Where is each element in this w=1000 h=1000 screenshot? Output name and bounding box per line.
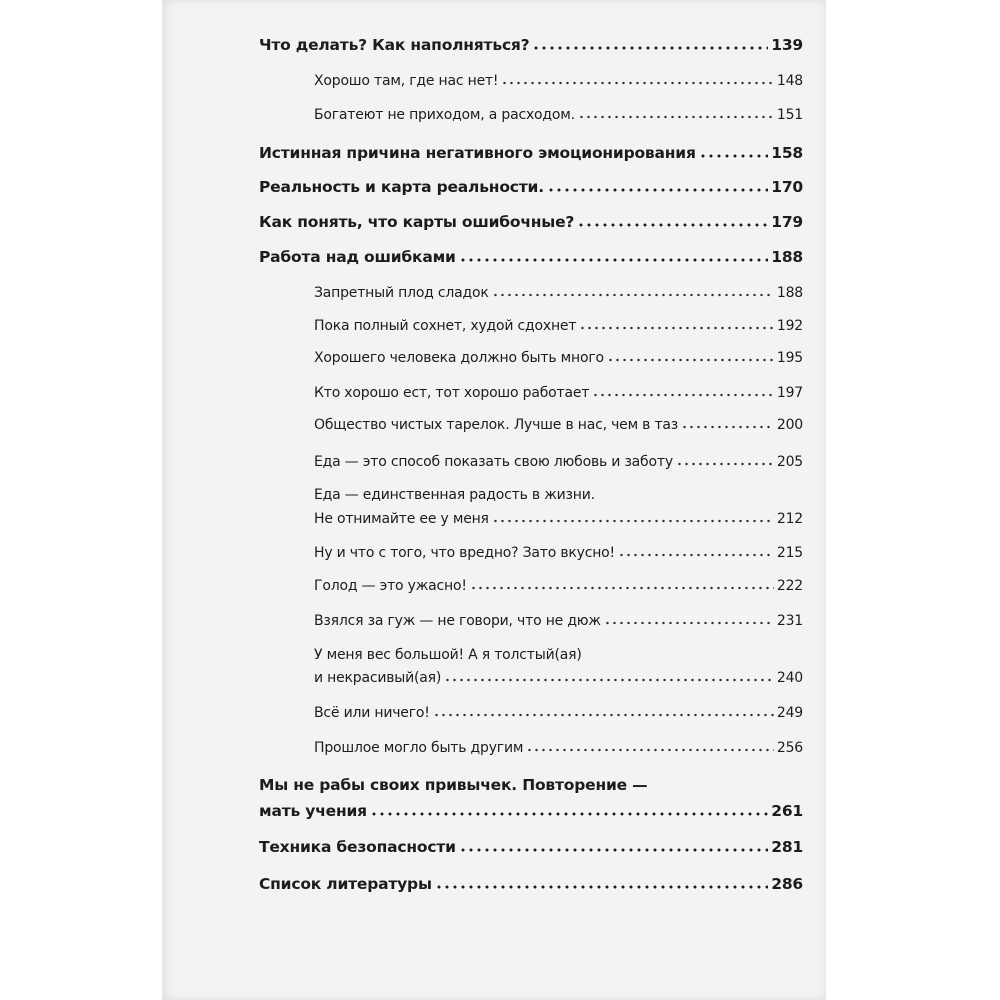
dot-leader xyxy=(526,747,774,753)
toc-entry-title: Реальность и карта реальности. xyxy=(259,178,544,196)
toc-entry-title: Прошлое могло быть другим xyxy=(314,740,524,756)
toc-entry-title: и некрасивый(ая) xyxy=(314,670,442,686)
toc-entry-title-line1: Еда — единственная радость в жизни. xyxy=(314,487,595,503)
toc-entry-chapter[interactable] xyxy=(259,875,803,893)
dot-leader xyxy=(579,325,774,331)
dot-leader xyxy=(604,620,774,626)
toc-entry-title: Техника безопасности xyxy=(259,838,456,856)
dot-leader xyxy=(676,461,774,467)
toc-entry-chapter[interactable] xyxy=(259,36,803,54)
toc-entry-section[interactable] xyxy=(314,318,803,334)
dot-leader xyxy=(492,518,774,524)
toc-entry-section[interactable] xyxy=(314,613,803,629)
toc-entry-page: 197 xyxy=(776,385,803,401)
toc-entry-page: 188 xyxy=(776,285,803,301)
toc-entry-page: 212 xyxy=(776,511,803,527)
toc-entry-section[interactable] xyxy=(314,417,803,433)
toc-entry-section[interactable] xyxy=(314,578,803,594)
toc-entry-section[interactable] xyxy=(314,511,803,527)
dot-leader xyxy=(547,187,768,193)
toc-entry-section[interactable] xyxy=(314,545,803,561)
toc-entry-title: Не отнимайте ее у меня xyxy=(314,511,489,527)
toc-entry-page: 179 xyxy=(771,213,803,231)
toc-entry-title: Общество чистых тарелок. Лучше в нас, чем в таз xyxy=(314,417,679,433)
toc-entry-title: Еда — это способ показать свою любовь и заботу xyxy=(314,454,673,470)
toc-entry-title: Истинная причина негативного эмоционирования xyxy=(259,144,696,162)
toc-entry-page: 170 xyxy=(771,178,803,196)
toc-entry-page: 148 xyxy=(776,73,803,89)
toc-entry-title: Что делать? Как наполняться? xyxy=(259,36,530,54)
dot-leader xyxy=(433,712,774,718)
toc-entry-section[interactable] xyxy=(314,107,803,123)
dot-leader xyxy=(492,292,774,298)
toc-entry-page: 195 xyxy=(776,350,803,366)
dot-leader xyxy=(501,80,774,86)
toc-entry-chapter[interactable] xyxy=(259,178,803,196)
toc-entry-section[interactable] xyxy=(314,285,803,301)
dot-leader xyxy=(459,257,769,263)
toc-entry-section[interactable] xyxy=(314,350,803,366)
toc-entry-title-line1: Мы не рабы своих привычек. Повторение — xyxy=(259,776,648,794)
toc-entry-section[interactable] xyxy=(314,73,803,89)
toc-entry-page: 192 xyxy=(776,318,803,334)
toc-entry-title: Взялся за гуж — не говори, что не дюж xyxy=(314,613,601,629)
toc-entry-page: 281 xyxy=(771,838,803,856)
toc-entry-title: Хорошего человека должно быть много xyxy=(314,350,604,366)
toc-entry-title: Кто хорошо ест, тот хорошо работает xyxy=(314,385,590,401)
toc-entry-title: Ну и что с того, что вредно? Зато вкусно! xyxy=(314,545,615,561)
toc-entry-page: 139 xyxy=(771,36,803,54)
toc-entry-chapter[interactable] xyxy=(259,213,803,231)
dot-leader xyxy=(578,114,774,120)
toc-entry-section[interactable] xyxy=(314,670,803,686)
dot-leader xyxy=(607,357,774,363)
toc-entry-title: Запретный плод сладок xyxy=(314,285,489,301)
toc-entry-section[interactable] xyxy=(314,385,803,401)
dot-leader xyxy=(577,222,768,228)
dot-leader xyxy=(444,677,774,683)
toc-entry-title: Как понять, что карты ошибочные? xyxy=(259,213,575,231)
dot-leader xyxy=(470,585,774,591)
toc-entry-title: Работа над ошибками xyxy=(259,248,456,266)
toc-entry-chapter[interactable] xyxy=(259,248,803,266)
toc-entry-page: 151 xyxy=(776,107,803,123)
dot-leader xyxy=(435,884,768,890)
toc-entry-page: 256 xyxy=(776,740,803,756)
toc-entry-title: Хорошо там, где нас нет! xyxy=(314,73,499,89)
toc-entry-chapter[interactable] xyxy=(259,144,803,162)
toc-entry-title: Список литературы xyxy=(259,875,432,893)
dot-leader xyxy=(592,392,774,398)
dot-leader xyxy=(532,45,768,51)
toc-entry-section[interactable] xyxy=(314,705,803,721)
toc-entry-chapter[interactable] xyxy=(259,802,803,820)
dot-leader xyxy=(618,552,774,558)
toc-entry-page: 205 xyxy=(776,454,803,470)
toc-entry-page: 231 xyxy=(776,613,803,629)
dot-leader xyxy=(681,424,774,430)
toc-entry-title: Богатеют не приходом, а расходом. xyxy=(314,107,575,123)
toc-entry-title: Всё или ничего! xyxy=(314,705,430,721)
toc-entry-page: 215 xyxy=(776,545,803,561)
toc-entry-title-line1: У меня вес большой! А я толстый(ая) xyxy=(314,647,582,663)
toc-entry-page: 158 xyxy=(771,144,803,162)
dot-leader xyxy=(370,811,768,817)
toc-entry-page: 261 xyxy=(771,802,803,820)
toc-entry-title: Голод — это ужасно! xyxy=(314,578,467,594)
toc-entry-section[interactable] xyxy=(314,740,803,756)
toc-entry-title: Пока полный сохнет, худой сдохнет xyxy=(314,318,577,334)
toc-entry-section[interactable] xyxy=(314,454,803,470)
toc-entry-chapter[interactable] xyxy=(259,838,803,856)
toc-entry-page: 188 xyxy=(771,248,803,266)
toc-entry-page: 249 xyxy=(776,705,803,721)
toc-entry-page: 222 xyxy=(776,578,803,594)
toc-entry-page: 200 xyxy=(776,417,803,433)
dot-leader xyxy=(459,847,768,853)
toc-entry-page: 240 xyxy=(776,670,803,686)
toc-entry-title: мать учения xyxy=(259,802,367,820)
toc-entry-page: 286 xyxy=(771,875,803,893)
dot-leader xyxy=(699,153,769,159)
